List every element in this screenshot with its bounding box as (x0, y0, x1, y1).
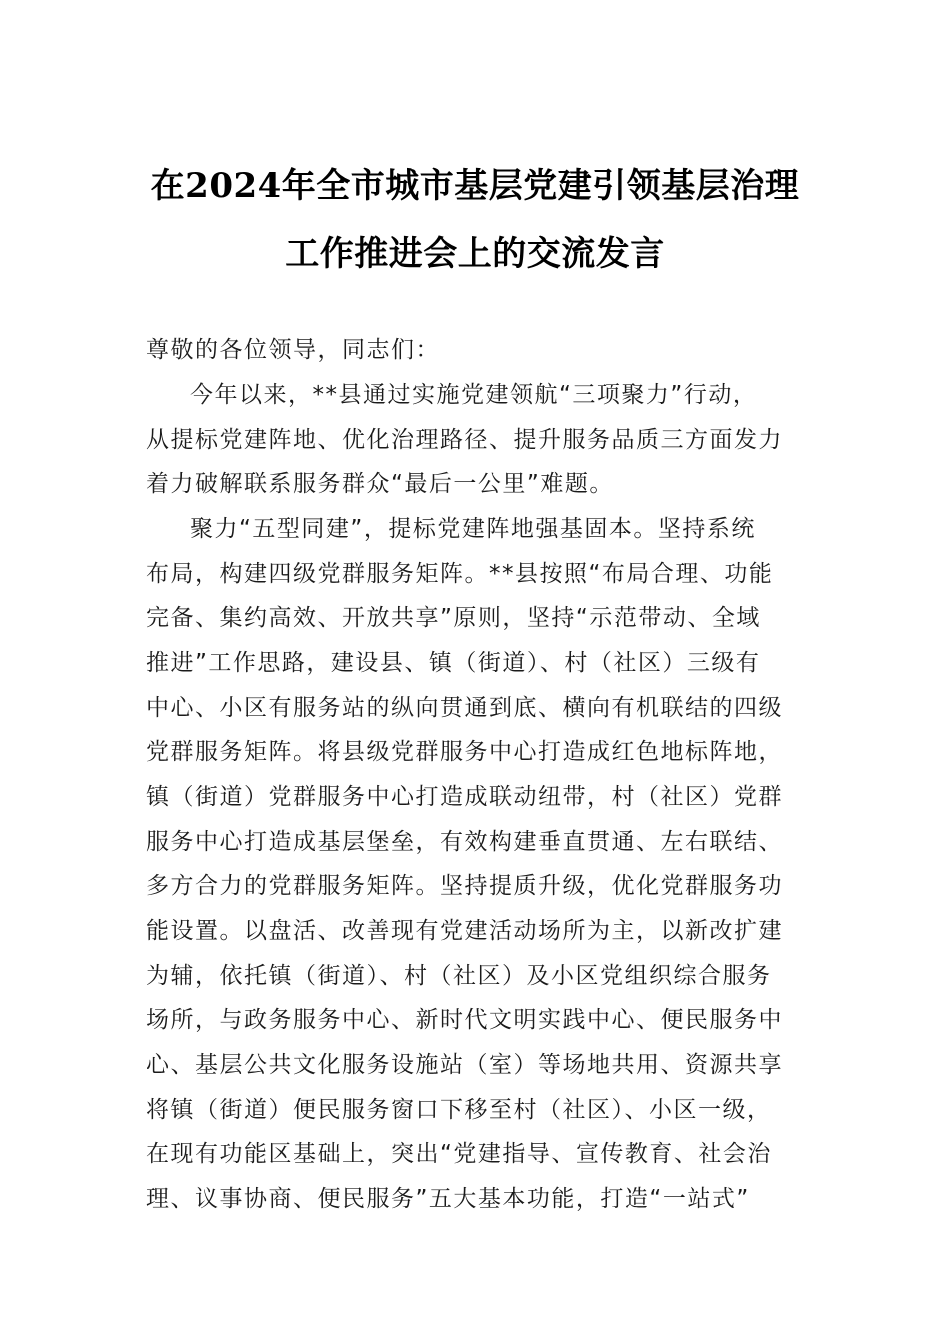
paragraph-line: 推进”工作思路，建设县、镇（街道）、村（社区）三级有 (146, 650, 761, 676)
paragraph-line: 从提标党建阵地、优化治理路径、提升服务品质三方面发力 (146, 427, 783, 453)
paragraph-line: 在现有功能区基础上，突出“党建指导、宣传教育、社会治 (146, 1141, 772, 1167)
paragraph-line: 党群服务矩阵。将县级党群服务中心打造成红色地标阵地， (146, 739, 783, 765)
paragraph-line: 聚力“五型同建”，提标党建阵地强基固本。坚持系统 (190, 516, 756, 542)
paragraph-line: 镇（街道）党群服务中心打造成联动纽带，村（社区）党群 (146, 784, 783, 810)
salutation: 尊敬的各位领导，同志们： (146, 337, 440, 363)
document-title-line-2: 工作推进会上的交流发言 (285, 234, 665, 274)
paragraph-line: 完备、集约高效、开放共享”原则，坚持“示范带动、全域 (146, 605, 761, 631)
paragraph-line: 中心、小区有服务站的纵向贯通到底、横向有机联结的四级 (146, 695, 783, 721)
paragraph-line: 着力破解联系服务群众“最后一公里”难题。 (146, 471, 614, 497)
paragraph-line: 为辅，依托镇（街道）、村（社区）及小区党组织综合服务 (146, 963, 772, 989)
paragraph-line: 多方合力的党群服务矩阵。坚持提质升级，优化党群服务功 (146, 873, 783, 899)
paragraph-line: 今年以来，**县通过实施党建领航“三项聚力”行动， (190, 382, 758, 408)
paragraph-line: 将镇（街道）便民服务窗口下移至村（社区）、小区一级， (146, 1097, 772, 1123)
paragraph-line: 服务中心打造成基层堡垒，有效构建垂直贯通、左右联结、 (146, 829, 783, 855)
paragraph-line: 布局，构建四级党群服务矩阵。**县按照“布局合理、功能 (146, 561, 774, 587)
paragraph-line: 场所，与政务服务中心、新时代文明实践中心、便民服务中 (146, 1007, 783, 1033)
paragraph-line: 心、基层公共文化服务设施站（室）等场地共用、资源共享 (146, 1052, 783, 1078)
document-title-line-1: 在2024年全市城市基层党建引领基层治理 (150, 166, 800, 206)
paragraph-line: 能设置。以盘活、改善现有党建活动场所为主，以新改扩建 (146, 918, 783, 944)
paragraph-line: 理、议事协商、便民服务”五大基本功能，打造“一站式” (146, 1186, 750, 1212)
